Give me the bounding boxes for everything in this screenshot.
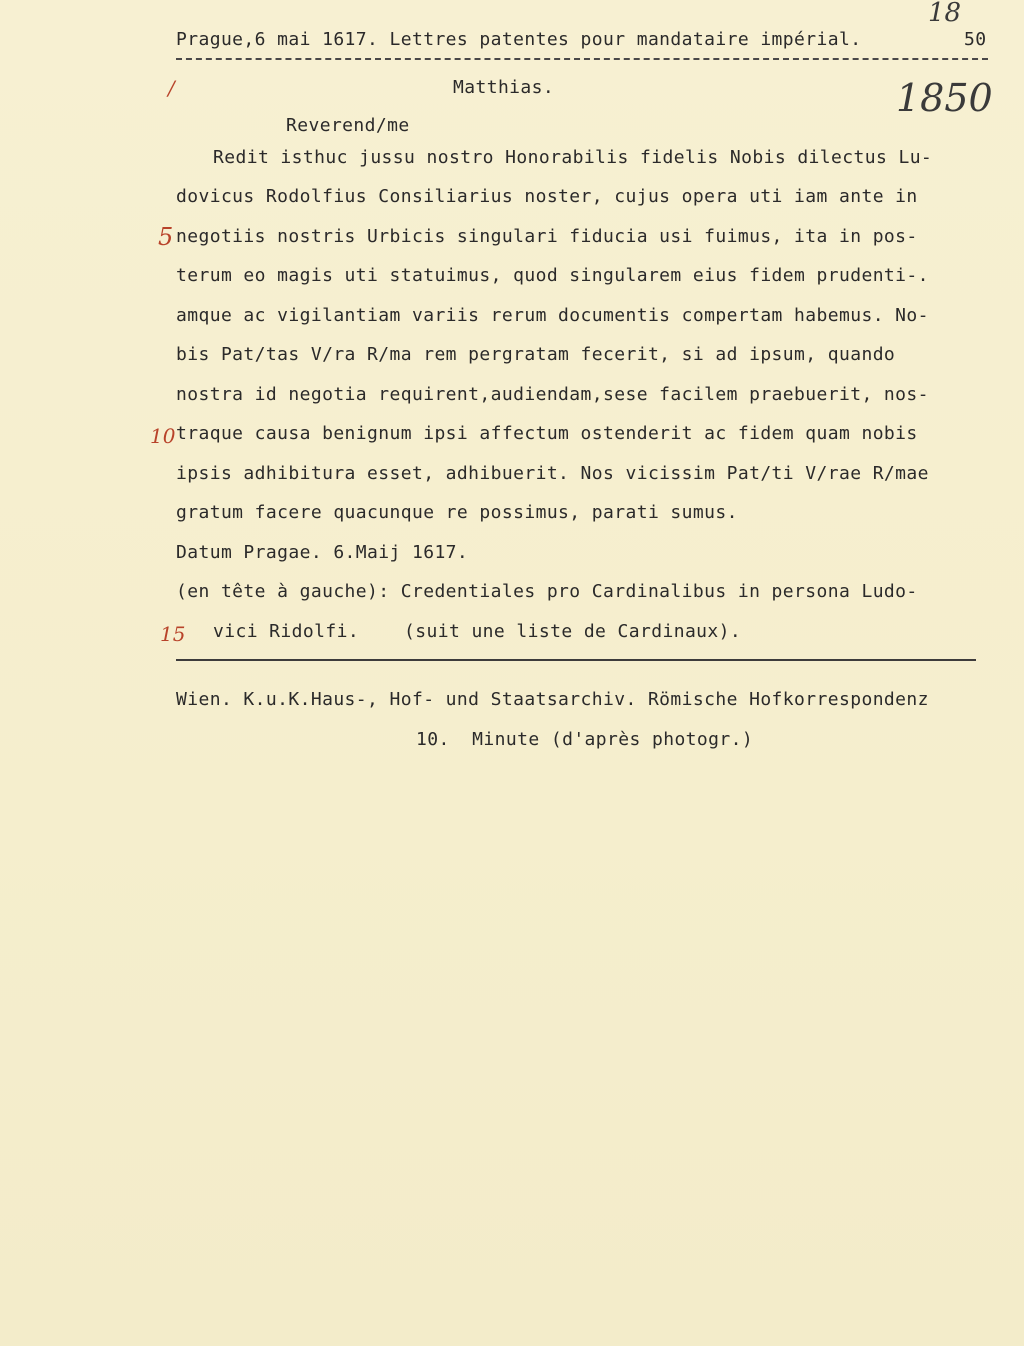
body-line: Redit isthuc jussu nostro Honorabilis fidelis Nobis dilectus Lu- xyxy=(213,147,933,168)
source-divider xyxy=(176,659,976,661)
date-line: Datum Pragae. 6.Maij 1617. xyxy=(176,542,469,563)
editorial-note-line: vici Ridolfi. (suit une liste de Cardinaux). xyxy=(213,621,742,642)
handwritten-page-number: 18 xyxy=(928,0,962,28)
header-title: Prague,6 mai 1617. Lettres patentes pour mandataire impérial. xyxy=(176,29,862,50)
body-line: gratum facere quacunque re possimus, parati sumus. xyxy=(176,502,738,523)
margin-line-mark-1: / xyxy=(168,76,175,100)
sender-name: Matthias. xyxy=(453,77,555,98)
editorial-note-line: (en tête à gauche): Credentiales pro Cardinalibus in persona Ludo- xyxy=(176,581,918,602)
margin-line-mark-15: 15 xyxy=(160,622,186,646)
handwritten-folio-number: 1850 xyxy=(896,76,993,120)
archive-source-line: 10. Minute (d'après photogr.) xyxy=(416,729,754,750)
body-line: bis Pat/tas V/ra R/ma rem pergratam fecerit, si ad ipsum, quando xyxy=(176,344,896,365)
margin-line-mark-5: 5 xyxy=(158,223,174,251)
body-line: traque causa benignum ipsi affectum ostenderit ac fidem quam nobis xyxy=(176,423,918,444)
margin-line-mark-10: 10 xyxy=(150,424,176,448)
header-dashed-rule xyxy=(176,58,988,60)
header-page-number: 50 xyxy=(964,29,987,50)
body-line: nostra id negotia requirent,audiendam,sese facilem praebuerit, nos- xyxy=(176,384,929,405)
body-line: ipsis adhibitura esset, adhibuerit. Nos vicissim Pat/ti V/rae R/mae xyxy=(176,463,929,484)
salutation: Reverend/me xyxy=(286,115,410,136)
archive-source-line: Wien. K.u.K.Haus-, Hof- und Staatsarchiv. Römische Hofkorrespondenz xyxy=(176,689,929,710)
body-line: amque ac vigilantiam variis rerum documentis compertam habemus. No- xyxy=(176,305,929,326)
body-line: terum eo magis uti statuimus, quod singularem eius fidem prudenti-. xyxy=(176,265,929,286)
body-line: negotiis nostris Urbicis singulari fiducia usi fuimus, ita in pos- xyxy=(176,226,918,247)
body-line: dovicus Rodolfius Consiliarius noster, cujus opera uti iam ante in xyxy=(176,186,918,207)
